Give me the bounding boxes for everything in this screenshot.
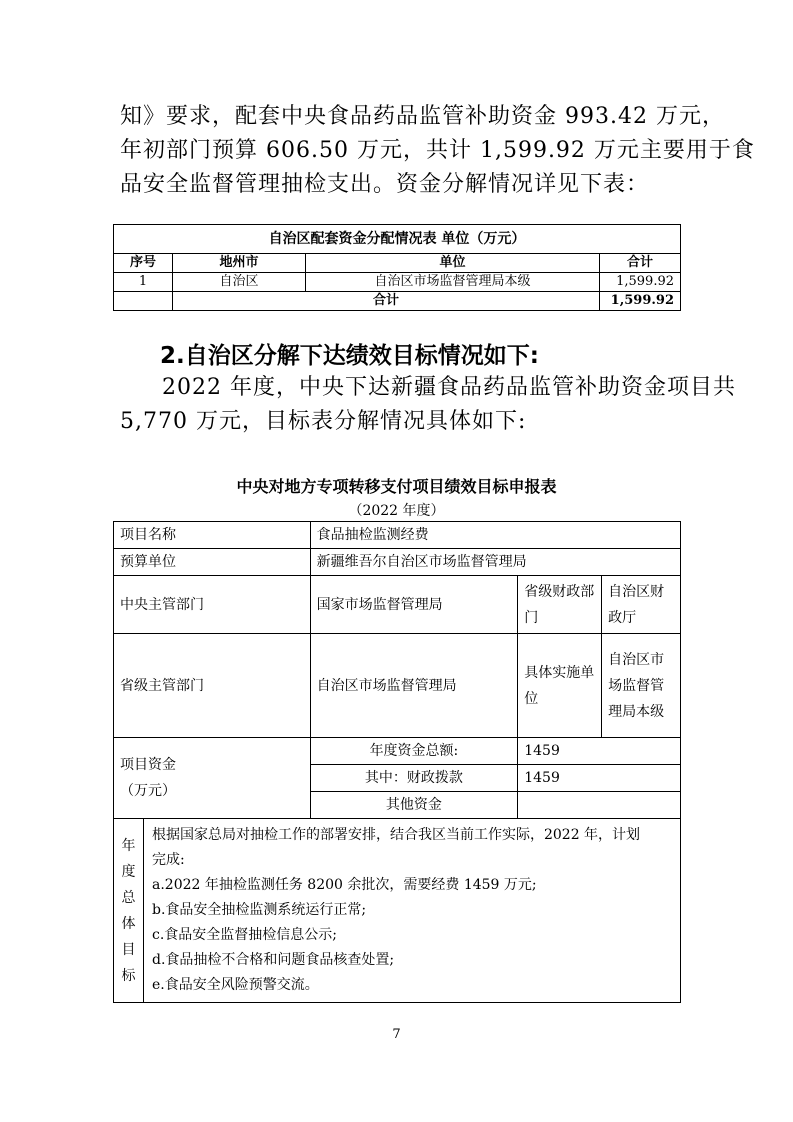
prov-dept-value: 自治区市场监督管理局: [310, 634, 518, 738]
prov-finance-value: 自治区财政厅: [602, 576, 681, 634]
goal-content: [143, 819, 680, 1003]
impl-unit-value: 自治区市场监督管理局本级: [602, 634, 681, 738]
goal-line: a.2022 年抽检监测任务 8200 余批次，需要经费 1459 万元;: [151, 877, 537, 893]
other-funds-label: 其他资金: [310, 792, 518, 819]
col-header-index: 序号: [114, 254, 173, 273]
goal-line: d.食品抽检不合格和问题食品核查处置;: [151, 952, 395, 968]
allocation-table-caption: 自治区配套资金分配情况表 单位（万元）: [114, 225, 681, 254]
page-number: 7: [392, 1027, 401, 1042]
central-dept-label: 中央主管部门: [114, 576, 311, 634]
project-name-value: 食品抽检监测经费: [310, 522, 680, 549]
paragraph-line: 5,770 万元，目标表分解情况具体如下:: [120, 409, 527, 434]
goal-label: [114, 819, 144, 1003]
intro-line: 知》要求，配套中央食品药品监管补助资金 993.42 万元，: [120, 104, 725, 129]
prov-dept-label: 省级主管部门: [114, 634, 311, 738]
funds-label-line: 项目资金: [120, 757, 176, 773]
section-heading: 2.自治区分解下达绩效目标情况如下:: [160, 343, 539, 369]
total-row: [114, 292, 681, 311]
goal-line: 完成:: [151, 852, 185, 868]
project-name-label: 项目名称: [114, 522, 311, 549]
impl-unit-label: 具体实施单位: [518, 634, 602, 738]
goal-label-char: 标: [121, 967, 136, 984]
cell-index: 1: [114, 273, 173, 292]
cell-region: 自治区: [173, 273, 306, 292]
goal-line: b.食品安全抽检监测系统运行正常;: [151, 902, 367, 918]
cell-empty: [114, 292, 173, 311]
central-dept-value: 国家市场监督管理局: [310, 576, 518, 634]
allocation-table: [113, 224, 681, 311]
prov-finance-label: 省级财政部门: [518, 576, 602, 634]
goal-label-char: 年: [121, 837, 136, 854]
total-label: 合计: [173, 292, 600, 311]
intro-paragraph: [120, 100, 755, 202]
col-header-region: 地州市: [173, 254, 306, 273]
section-paragraph: [120, 371, 736, 439]
funds-label: [114, 738, 311, 819]
col-header-total: 合计: [600, 254, 681, 273]
cell-unit: 自治区市场监督管理局本级: [306, 273, 600, 292]
funds-label-line: （万元）: [120, 783, 176, 799]
goal-label-char: 目: [121, 941, 136, 958]
other-funds-value: [518, 792, 681, 819]
budget-unit-value: 新疆维吾尔自治区市场监督管理局: [310, 549, 680, 576]
fiscal-label: 其中：财政拨款: [310, 765, 518, 792]
goal-line: 根据国家总局对抽检工作的部署安排，结合我区当前工作实际，2022 年，计划: [151, 827, 641, 843]
goal-label-char: 度: [121, 863, 136, 880]
perf-table-subtitle: （2022 年度）: [348, 503, 445, 519]
performance-table: [113, 521, 681, 1003]
table-row: [114, 273, 681, 292]
perf-table-title: 中央对地方专项转移支付项目绩效目标申报表: [236, 477, 557, 496]
intro-line: 品安全监督管理抽检支出。资金分解情况详见下表：: [120, 172, 650, 197]
cell-total: 1,599.92: [600, 273, 681, 292]
col-header-unit: 单位: [306, 254, 600, 273]
goal-line: c.食品安全监督抽检信息公示;: [151, 927, 337, 943]
total-funds-value: 1459: [518, 738, 681, 765]
total-funds-label: 年度资金总额:: [310, 738, 518, 765]
fiscal-value: 1459: [518, 765, 681, 792]
total-value: 1,599.92: [600, 292, 681, 311]
goal-label-char: 体: [121, 915, 136, 932]
intro-line: 年初部门预算 606.50 万元，共计 1,599.92 万元主要用于食: [120, 138, 755, 163]
goal-label-char: 总: [121, 889, 136, 906]
goal-line: e.食品安全风险预警交流。: [151, 977, 319, 993]
paragraph-line: 2022 年度，中央下达新疆食品药品监管补助资金项目共: [162, 375, 736, 400]
budget-unit-label: 预算单位: [114, 549, 311, 576]
